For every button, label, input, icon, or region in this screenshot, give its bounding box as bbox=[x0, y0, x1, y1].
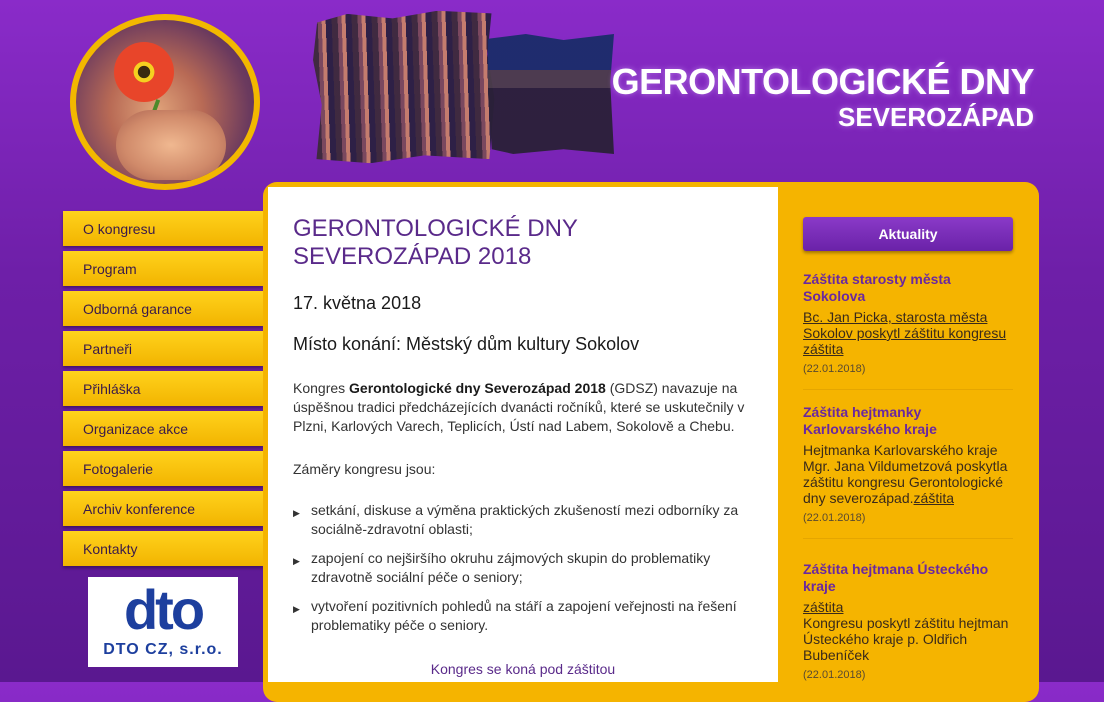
news-item bbox=[803, 561, 1013, 695]
nav-item-fotogalerie[interactable]: Fotogalerie bbox=[63, 451, 263, 486]
main-content bbox=[268, 187, 778, 682]
header-photo-hall bbox=[488, 34, 614, 154]
site-title bbox=[612, 62, 1034, 132]
sponsor-logo-dto[interactable] bbox=[88, 577, 238, 667]
nav-item-archiv-konference[interactable]: Archiv konference bbox=[63, 491, 263, 526]
page-title: GERONTOLOGICKÉ DNY SEVEROZÁPAD 2018 bbox=[293, 215, 578, 270]
site-title-line2: SEVEROZÁPAD bbox=[838, 102, 1034, 132]
news-title[interactable]: Záštita starosty města Sokolova bbox=[803, 271, 951, 304]
event-date: 17. května 2018 bbox=[293, 293, 422, 313]
event-name: Gerontologické dny Severozápad 2018 bbox=[349, 380, 606, 396]
list-item: ▶ vytvoření pozitivních pohledů na stáří a zapojení veřejnosti na řešení problematiky péče o seniory. bbox=[293, 597, 753, 635]
news-date: (22.01.2018) bbox=[803, 363, 866, 375]
nav-item-partneri[interactable]: Partneři bbox=[63, 331, 263, 366]
news-title[interactable]: Záštita hejtmanky Karlovarského kraje bbox=[803, 404, 937, 437]
news-title[interactable]: Záštita hejtmana Ústeckého kraje bbox=[803, 561, 989, 594]
sponsor-logo-name: DTO CZ, s.r.o. bbox=[103, 641, 223, 658]
patronage-heading: Kongres se koná pod záštitou bbox=[430, 661, 616, 677]
news-text: Kongresu poskytl záštitu hejtman Ústeckého kraje p. Oldřich Bubeníček bbox=[803, 615, 1009, 663]
event-venue: Místo konání: Městský dům kultury Sokolov bbox=[293, 334, 640, 354]
news-link[interactable]: záštita bbox=[803, 599, 844, 615]
nav-item-odborna-garance[interactable]: Odborná garance bbox=[63, 291, 263, 326]
site-title-line1: GERONTOLOGICKÉ DNY bbox=[611, 61, 1034, 102]
nav-item-program[interactable]: Program bbox=[63, 251, 263, 286]
nav-item-kontakty[interactable]: Kontakty bbox=[63, 531, 263, 566]
nav-item-o-kongresu[interactable]: O kongresu bbox=[63, 211, 263, 246]
news-date: (22.01.2018) bbox=[803, 669, 866, 681]
nav-item-organizace-akce[interactable]: Organizace akce bbox=[63, 411, 263, 446]
nav-item-prihlaska[interactable]: Přihláška bbox=[63, 371, 263, 406]
list-item: ▶ zapojení co nejširšího okruhu zájmových skupin do problematiky zdravotně sociální péče o seniory; bbox=[293, 549, 753, 587]
news-link[interactable]: záštita bbox=[913, 490, 954, 506]
aims-list bbox=[293, 501, 753, 635]
flower-image bbox=[114, 42, 174, 102]
header-photo-audience bbox=[311, 9, 496, 165]
news-item bbox=[803, 271, 1013, 390]
news-text: Hejtmanka Karlovarského kraje Mgr. Jana Vildumetzová poskytla záštitu kongresu Gerontologické dny severozápad.záštita bbox=[803, 442, 1008, 506]
intro-paragraph: Kongres Gerontologické dny Severozápad 2018 (GDSZ) navazuje na úspěšnou tradici předcházejících dvanácti ročníků, které se uskutečnily v Plzni, Karlových Varech, Teplicích, Ústí nad Labem, Sokolově a Chebu. bbox=[293, 380, 745, 434]
news-sidebar bbox=[803, 217, 1013, 695]
sponsor-logo-mark: dto bbox=[123, 578, 203, 641]
site-logo[interactable] bbox=[70, 14, 260, 190]
news-heading: Aktuality bbox=[803, 217, 1013, 251]
aims-heading: Záměry kongresu jsou: bbox=[293, 461, 436, 477]
hands-image bbox=[116, 110, 226, 180]
main-nav bbox=[63, 211, 263, 571]
news-link[interactable]: Bc. Jan Picka, starosta města Sokolov poskytl záštitu kongresu záštita bbox=[803, 309, 1007, 357]
news-date: (22.01.2018) bbox=[803, 512, 866, 524]
list-item: ▶ setkání, diskuse a výměna praktických zkušeností mezi odborníky za sociálně-zdravotní oblasti; bbox=[293, 501, 753, 539]
news-item bbox=[803, 404, 1013, 539]
